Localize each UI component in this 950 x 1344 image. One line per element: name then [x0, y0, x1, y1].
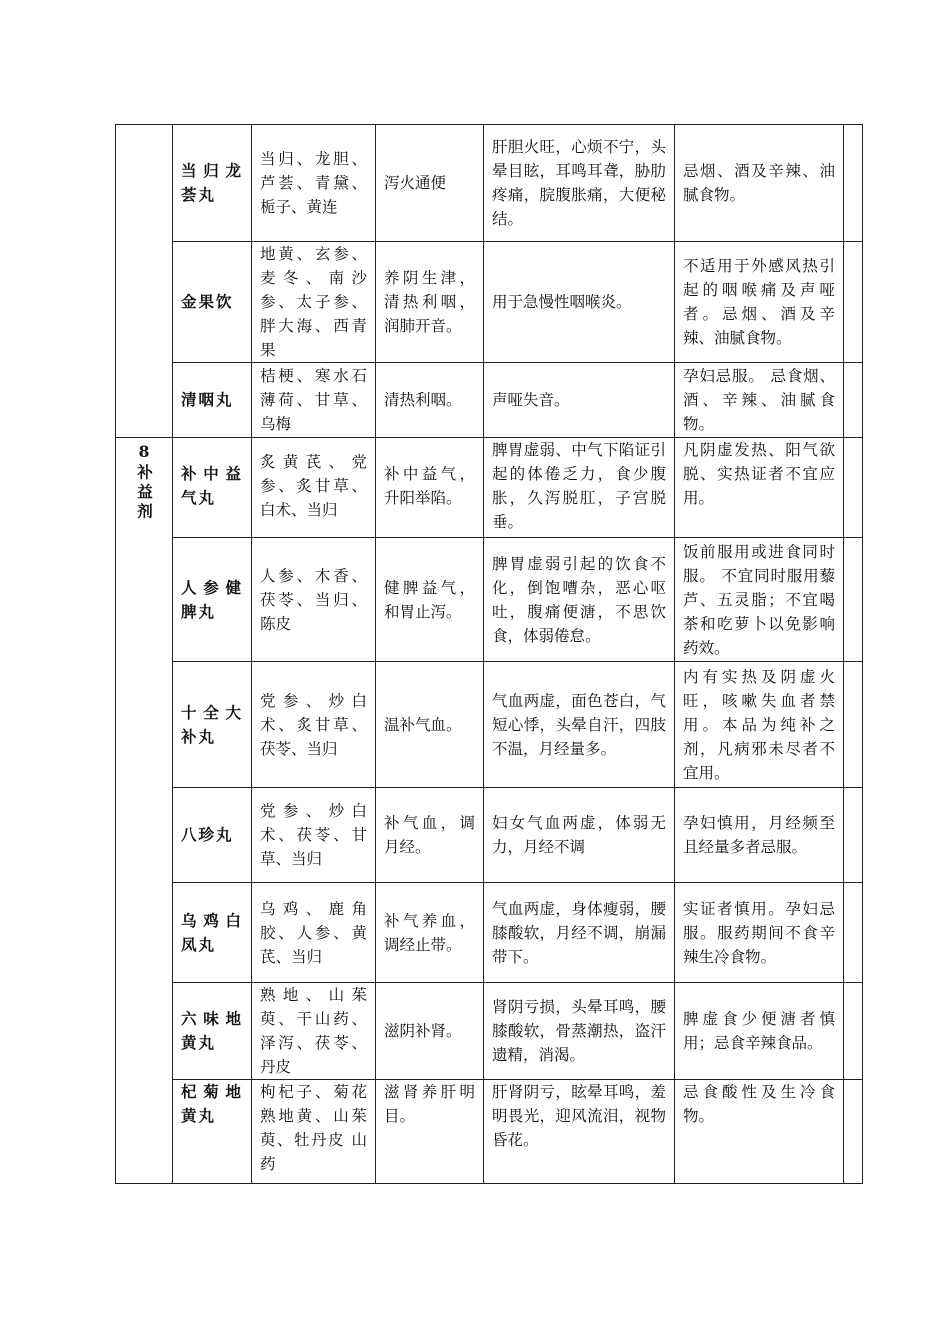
caution-cell: 内有实热及阴虚火旺，咳嗽失血者禁用。本品为纯补之剂，凡病邪未尽者不宜用。: [675, 662, 844, 788]
effect-cell: 滋阴补肾。: [376, 983, 484, 1080]
caution-cell: 脾虚食少便溏者慎用；忌食辛辣食品。: [675, 983, 844, 1080]
blank-cell: [844, 1080, 863, 1184]
caution-cell: 不适用于外感风热引起的咽喉痛及声哑者。忌烟、酒及辛辣、油腻食物。: [675, 242, 844, 363]
blank-cell: [844, 788, 863, 883]
caution-cell: 孕妇慎用，月经频至且经量多者忌服。: [675, 788, 844, 883]
ingredients-cell: 桔梗、寒水石薄荷、甘草、乌梅: [252, 363, 376, 438]
table-row: [116, 438, 863, 538]
medicine-name: 六味地黄丸: [173, 983, 252, 1080]
indication-cell: 声哑失音。: [484, 363, 675, 438]
indication-cell: 妇女气血两虚，体弱无力，月经不调: [484, 788, 675, 883]
effect-cell: 滋肾养肝明目。: [376, 1080, 484, 1184]
caution-cell: 忌烟、酒及辛辣、油腻食物。: [675, 125, 844, 242]
category-cell: [116, 125, 173, 438]
blank-cell: [844, 662, 863, 788]
table-row: [116, 538, 863, 662]
effect-cell: 泻火通便: [376, 125, 484, 242]
table-row: [116, 363, 863, 438]
indication-cell: 用于急慢性咽喉炎。: [484, 242, 675, 363]
category-cell: [116, 438, 173, 1184]
effect-cell: 温补气血。: [376, 662, 484, 788]
blank-cell: [844, 983, 863, 1080]
medicine-name: 八珍丸: [173, 788, 252, 883]
effect-cell: 补气养血，调经止带。: [376, 883, 484, 983]
table-row: [116, 242, 863, 363]
blank-cell: [844, 242, 863, 363]
medicine-name: 十全大补丸: [173, 662, 252, 788]
blank-cell: [844, 438, 863, 538]
category-name: 补益剂: [135, 464, 154, 523]
table-row: [116, 662, 863, 788]
indication-cell: 气血两虚，面色苍白，气短心悸，头晕自汗，四肢不温，月经量多。: [484, 662, 675, 788]
medicine-name: 乌鸡白凤丸: [173, 883, 252, 983]
indication-cell: 脾胃虚弱引起的饮食不化，倒饱嘈杂，恶心呕吐，腹痛便溏，不思饮食，体弱倦怠。: [484, 538, 675, 662]
category-number: 8: [138, 442, 150, 461]
blank-cell: [844, 883, 863, 983]
indication-cell: 肾阴亏损，头晕耳鸣，腰膝酸软，骨蒸潮热，盗汗遗精，消渴。: [484, 983, 675, 1080]
indication-cell: 脾胃虚弱、中气下陷证引起的体倦乏力，食少腹胀，久泻脱肛，子宫脱垂。: [484, 438, 675, 538]
ingredients-cell: 乌鸡、鹿角胶、人参、黄芪、当归: [252, 883, 376, 983]
medicine-table: [115, 124, 863, 1184]
effect-cell: 养阴生津，清热利咽，润肺开音。: [376, 242, 484, 363]
ingredients-cell: 党参、炒白术、茯苓、甘草、当归: [252, 788, 376, 883]
caution-cell: 孕妇忌服。 忌食烟、酒、辛辣、油腻食物。: [675, 363, 844, 438]
medicine-name: 当归龙荟丸: [173, 125, 252, 242]
blank-cell: [844, 125, 863, 242]
medicine-name: 金果饮: [173, 242, 252, 363]
medicine-name: 清咽丸: [173, 363, 252, 438]
caution-cell: 实证者慎用。孕妇忌服。服药期间不食辛辣生冷食物。: [675, 883, 844, 983]
effect-cell: 补气血，调月经。: [376, 788, 484, 883]
indication-cell: 肝肾阴亏，眩晕耳鸣，羞明畏光，迎风流泪，视物昏花。: [484, 1080, 675, 1184]
effect-cell: 清热利咽。: [376, 363, 484, 438]
caution-cell: 饭前服用或进食同时服。 不宜同时服用藜芦、五灵脂；不宜喝茶和吃萝卜以免影响药效。: [675, 538, 844, 662]
table-row: [116, 1080, 863, 1184]
ingredients-cell: 人参、木香、茯苓、当归、陈皮: [252, 538, 376, 662]
ingredients-cell: 党参、炒白术、炙甘草、茯苓、当归: [252, 662, 376, 788]
medicine-name: 补中益气丸: [173, 438, 252, 538]
table-row: [116, 788, 863, 883]
blank-cell: [844, 363, 863, 438]
caution-cell: 凡阴虚发热、阳气欲脱、实热证者不宜应用。: [675, 438, 844, 538]
ingredients-cell: 熟地、山茱萸、干山药、泽泻、茯苓、丹皮: [252, 983, 376, 1080]
indication-cell: 肝胆火旺，心烦不宁，头晕目眩，耳鸣耳聋，胁肋疼痛，脘腹胀痛，大便秘结。: [484, 125, 675, 242]
table-row: [116, 125, 863, 242]
medicine-name: 杞菊地黄丸: [173, 1080, 252, 1184]
table-row: [116, 983, 863, 1080]
effect-cell: 健脾益气，和胃止泻。: [376, 538, 484, 662]
blank-cell: [844, 538, 863, 662]
caution-cell: 忌食酸性及生冷食物。: [675, 1080, 844, 1184]
medicine-name: 人参健脾丸: [173, 538, 252, 662]
ingredients-cell: 地黄、玄参、麦冬、南沙参、太子参、胖大海、西青果: [252, 242, 376, 363]
indication-cell: 气血两虚，身体瘦弱，腰膝酸软，月经不调，崩漏带下。: [484, 883, 675, 983]
ingredients-cell: 当归、龙胆、芦荟、青黛、栀子、黄连: [252, 125, 376, 242]
ingredients-cell: 炙黄芪、党参、炙甘草、白术、当归: [252, 438, 376, 538]
effect-cell: 补中益气，升阳举陷。: [376, 438, 484, 538]
ingredients-cell: 枸杞子、菊花熟地黄、山茱萸、牡丹皮 山药: [252, 1080, 376, 1184]
table-row: [116, 883, 863, 983]
